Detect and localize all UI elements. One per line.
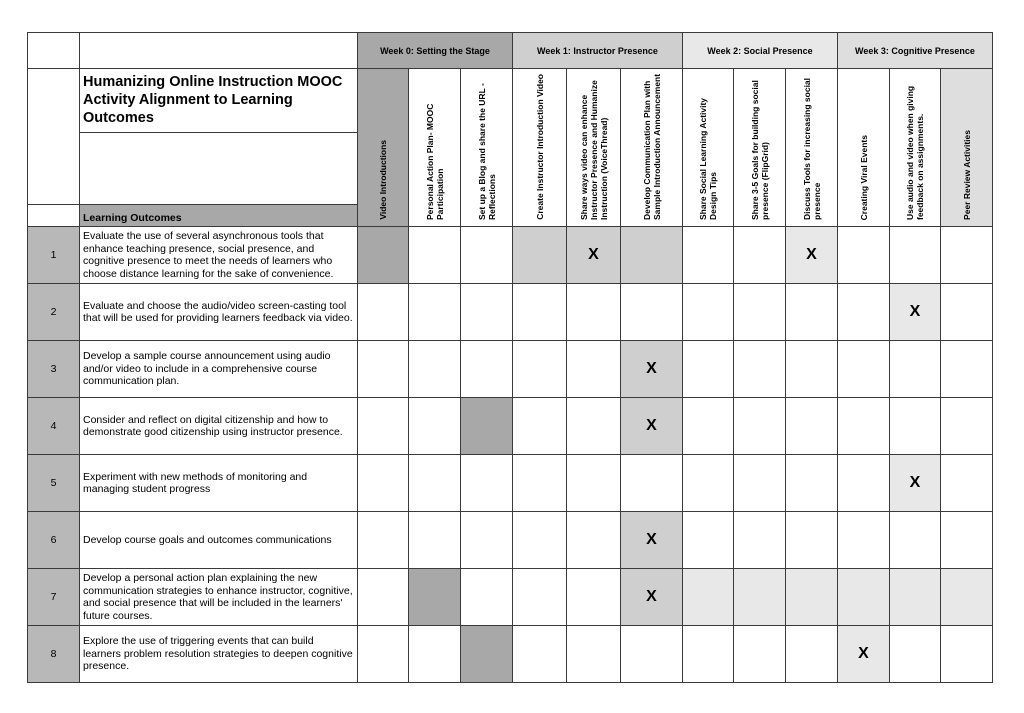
- alignment-cell: [890, 626, 941, 683]
- table-row: [28, 626, 993, 683]
- activity-header: [941, 69, 993, 227]
- alignment-cell: [358, 512, 409, 569]
- alignment-cell: [683, 569, 734, 626]
- outcome-number: 7: [28, 569, 80, 626]
- activity-header: [838, 69, 890, 227]
- alignment-cell: [461, 284, 513, 341]
- alignment-cell: [621, 284, 683, 341]
- alignment-cell: [409, 626, 461, 683]
- alignment-cell: [838, 512, 890, 569]
- alignment-cell: [786, 512, 838, 569]
- alignment-cell: [683, 398, 734, 455]
- outcome-number: 2: [28, 284, 80, 341]
- alignment-cell: [461, 455, 513, 512]
- alignment-table: [27, 32, 993, 683]
- title-cell: [80, 69, 358, 133]
- alignment-cell: [409, 227, 461, 284]
- alignment-cell: [358, 626, 409, 683]
- alignment-cell: [621, 227, 683, 284]
- corner-blank-cell: [28, 69, 80, 205]
- learning-outcomes-label: Learning Outcomes: [80, 205, 358, 227]
- alignment-cell: [683, 227, 734, 284]
- table-row: [28, 398, 993, 455]
- alignment-cell: [941, 455, 993, 512]
- alignment-cell: X: [621, 341, 683, 398]
- activity-header: [567, 69, 621, 227]
- alignment-cell: [409, 398, 461, 455]
- alignment-cell: [941, 398, 993, 455]
- activity-label: Share ways video can enhance Instructor Presence and Humanize Instruction (VoiceThread): [578, 80, 609, 220]
- alignment-cell: [461, 398, 513, 455]
- alignment-cell: [941, 341, 993, 398]
- alignment-cell: [838, 398, 890, 455]
- corner-cell: [28, 33, 80, 69]
- alignment-cell: [734, 626, 786, 683]
- alignment-cell: X: [838, 626, 890, 683]
- week-3-header: Week 3: Cognitive Presence: [838, 33, 993, 69]
- outcome-number: 4: [28, 398, 80, 455]
- alignment-cell: [461, 569, 513, 626]
- outcome-text: Develop a personal action plan explaining the new communication strategies to enhance instructor, cognitive, and social presence that will be included in the learners' future courses.: [80, 569, 358, 626]
- outcome-text: Consider and reflect on digital citizenship and how to demonstrate good citizenship using instructor presence.: [80, 398, 358, 455]
- table-row: [28, 569, 993, 626]
- corner-blank-cell: [28, 205, 80, 227]
- outcome-number: 6: [28, 512, 80, 569]
- alignment-cell: X: [621, 569, 683, 626]
- activity-label: Set up a Blog and share the URL - Reflections: [476, 83, 497, 220]
- activity-label: Peer Review Activities: [961, 130, 972, 220]
- alignment-cell: [461, 626, 513, 683]
- alignment-cell: [567, 284, 621, 341]
- alignment-cell: [941, 569, 993, 626]
- alignment-cell: [683, 284, 734, 341]
- alignment-cell: [567, 626, 621, 683]
- table-row: [28, 341, 993, 398]
- alignment-cell: X: [621, 398, 683, 455]
- alignment-cell: [941, 512, 993, 569]
- alignment-cell: [358, 455, 409, 512]
- alignment-cell: [734, 341, 786, 398]
- activity-header: [786, 69, 838, 227]
- alignment-cell: [838, 284, 890, 341]
- alignment-cell: [734, 569, 786, 626]
- alignment-cell: X: [621, 512, 683, 569]
- alignment-cell: [838, 227, 890, 284]
- activity-label: Develop Communication Plan with Sample Introduction Announcement: [641, 73, 662, 220]
- week-2-header: Week 2: Social Presence: [683, 33, 838, 69]
- alignment-cell: X: [567, 227, 621, 284]
- alignment-cell: X: [890, 284, 941, 341]
- alignment-cell: [461, 227, 513, 284]
- alignment-cell: [786, 341, 838, 398]
- alignment-cell: [513, 341, 567, 398]
- alignment-cell: [734, 455, 786, 512]
- activity-header: [461, 69, 513, 227]
- week-0-header: Week 0: Setting the Stage: [358, 33, 513, 69]
- alignment-cell: [409, 341, 461, 398]
- alignment-cell: [567, 569, 621, 626]
- alignment-cell: [838, 341, 890, 398]
- alignment-cell: [513, 626, 567, 683]
- alignment-cell: [461, 341, 513, 398]
- activity-label: Use audio and video when giving feedback on assignments.: [905, 85, 925, 220]
- table-row: [28, 455, 993, 512]
- alignment-cell: [567, 341, 621, 398]
- outcome-number: 5: [28, 455, 80, 512]
- alignment-cell: [941, 626, 993, 683]
- alignment-cell: [734, 398, 786, 455]
- outcome-text: Evaluate the use of several asynchronous tools that enhance teaching presence, social presence, and cognitive presence to meet the needs of learners who choose distance learning for the sake of convenience.: [80, 227, 358, 284]
- outcome-text: Experiment with new methods of monitoring and managing student progress: [80, 455, 358, 512]
- alignment-cell: [567, 455, 621, 512]
- alignment-cell: [513, 455, 567, 512]
- alignment-cell: [786, 398, 838, 455]
- alignment-cell: [358, 284, 409, 341]
- alignment-cell: [786, 455, 838, 512]
- alignment-cell: [567, 512, 621, 569]
- alignment-cell: [621, 455, 683, 512]
- alignment-cell: [838, 455, 890, 512]
- alignment-cell: [734, 227, 786, 284]
- alignment-cell: [786, 626, 838, 683]
- alignment-cell: [683, 455, 734, 512]
- alignment-cell: [513, 284, 567, 341]
- alignment-cell: [683, 626, 734, 683]
- alignment-cell: [513, 227, 567, 284]
- alignment-cell: [683, 341, 734, 398]
- alignment-cell: [358, 341, 409, 398]
- table-row: [28, 227, 993, 284]
- alignment-cell: [358, 398, 409, 455]
- activity-header: [890, 69, 941, 227]
- header-blank-cell: [80, 33, 358, 69]
- table-row: [28, 284, 993, 341]
- outcome-text: Develop course goals and outcomes communications: [80, 512, 358, 569]
- alignment-cell: [734, 284, 786, 341]
- alignment-cell: [567, 398, 621, 455]
- activity-label: Video Introductions: [378, 140, 388, 220]
- activity-label: Create Instructor Introduction Video: [534, 74, 545, 220]
- alignment-cell: [409, 455, 461, 512]
- alignment-cell: [513, 398, 567, 455]
- alignment-cell: [941, 227, 993, 284]
- activity-label: Creating Viral Events: [858, 134, 869, 220]
- alignment-cell: [683, 512, 734, 569]
- alignment-cell: [461, 512, 513, 569]
- outcome-number: 3: [28, 341, 80, 398]
- alignment-cell: [786, 569, 838, 626]
- activity-header: [621, 69, 683, 227]
- page-title: Humanizing Online Instruction MOOC Activity Alignment to Learning Outcomes: [83, 74, 343, 126]
- alignment-cell: X: [786, 227, 838, 284]
- activity-header: [683, 69, 734, 227]
- alignment-cell: [409, 569, 461, 626]
- activity-header: [734, 69, 786, 227]
- alignment-cell: [838, 569, 890, 626]
- alignment-cell: X: [890, 455, 941, 512]
- alignment-cell: [409, 284, 461, 341]
- activity-header: [409, 69, 461, 227]
- activity-label: Discuss Tools for increasing social presence: [801, 77, 822, 220]
- alignment-cell: [890, 341, 941, 398]
- alignment-cell: [621, 626, 683, 683]
- outcome-text: Explore the use of triggering events that can build learners problem resolution strategies to deepen cognitive presence.: [80, 626, 358, 683]
- alignment-cell: [786, 284, 838, 341]
- alignment-cell: [358, 227, 409, 284]
- header-blank-cell: [80, 133, 358, 205]
- outcome-text: Evaluate and choose the audio/video screen-casting tool that will be used for providing learners feedback via video.: [80, 284, 358, 341]
- alignment-cell: [358, 569, 409, 626]
- outcome-number: 1: [28, 227, 80, 284]
- alignment-cell: [409, 512, 461, 569]
- outcome-number: 8: [28, 626, 80, 683]
- alignment-cell: [890, 227, 941, 284]
- activity-label: Share Social Learning Activity Design Tips: [698, 97, 718, 220]
- alignment-cell: [513, 569, 567, 626]
- activity-label: Personal Action Plan- MOOC Participation: [424, 103, 445, 220]
- alignment-cell: [941, 284, 993, 341]
- outcome-text: Develop a sample course announcement using audio and/or video to include in a comprehensive course communication plan.: [80, 341, 358, 398]
- alignment-cell: [890, 398, 941, 455]
- activity-label: Share 3-5 Goals for building social presence (FlipGrid): [749, 80, 770, 220]
- alignment-cell: [890, 569, 941, 626]
- alignment-cell: [734, 512, 786, 569]
- week-1-header: Week 1: Instructor Presence: [513, 33, 683, 69]
- activity-header: [358, 69, 409, 227]
- alignment-cell: [513, 512, 567, 569]
- alignment-cell: [890, 512, 941, 569]
- table-row: [28, 512, 993, 569]
- activity-header: [513, 69, 567, 227]
